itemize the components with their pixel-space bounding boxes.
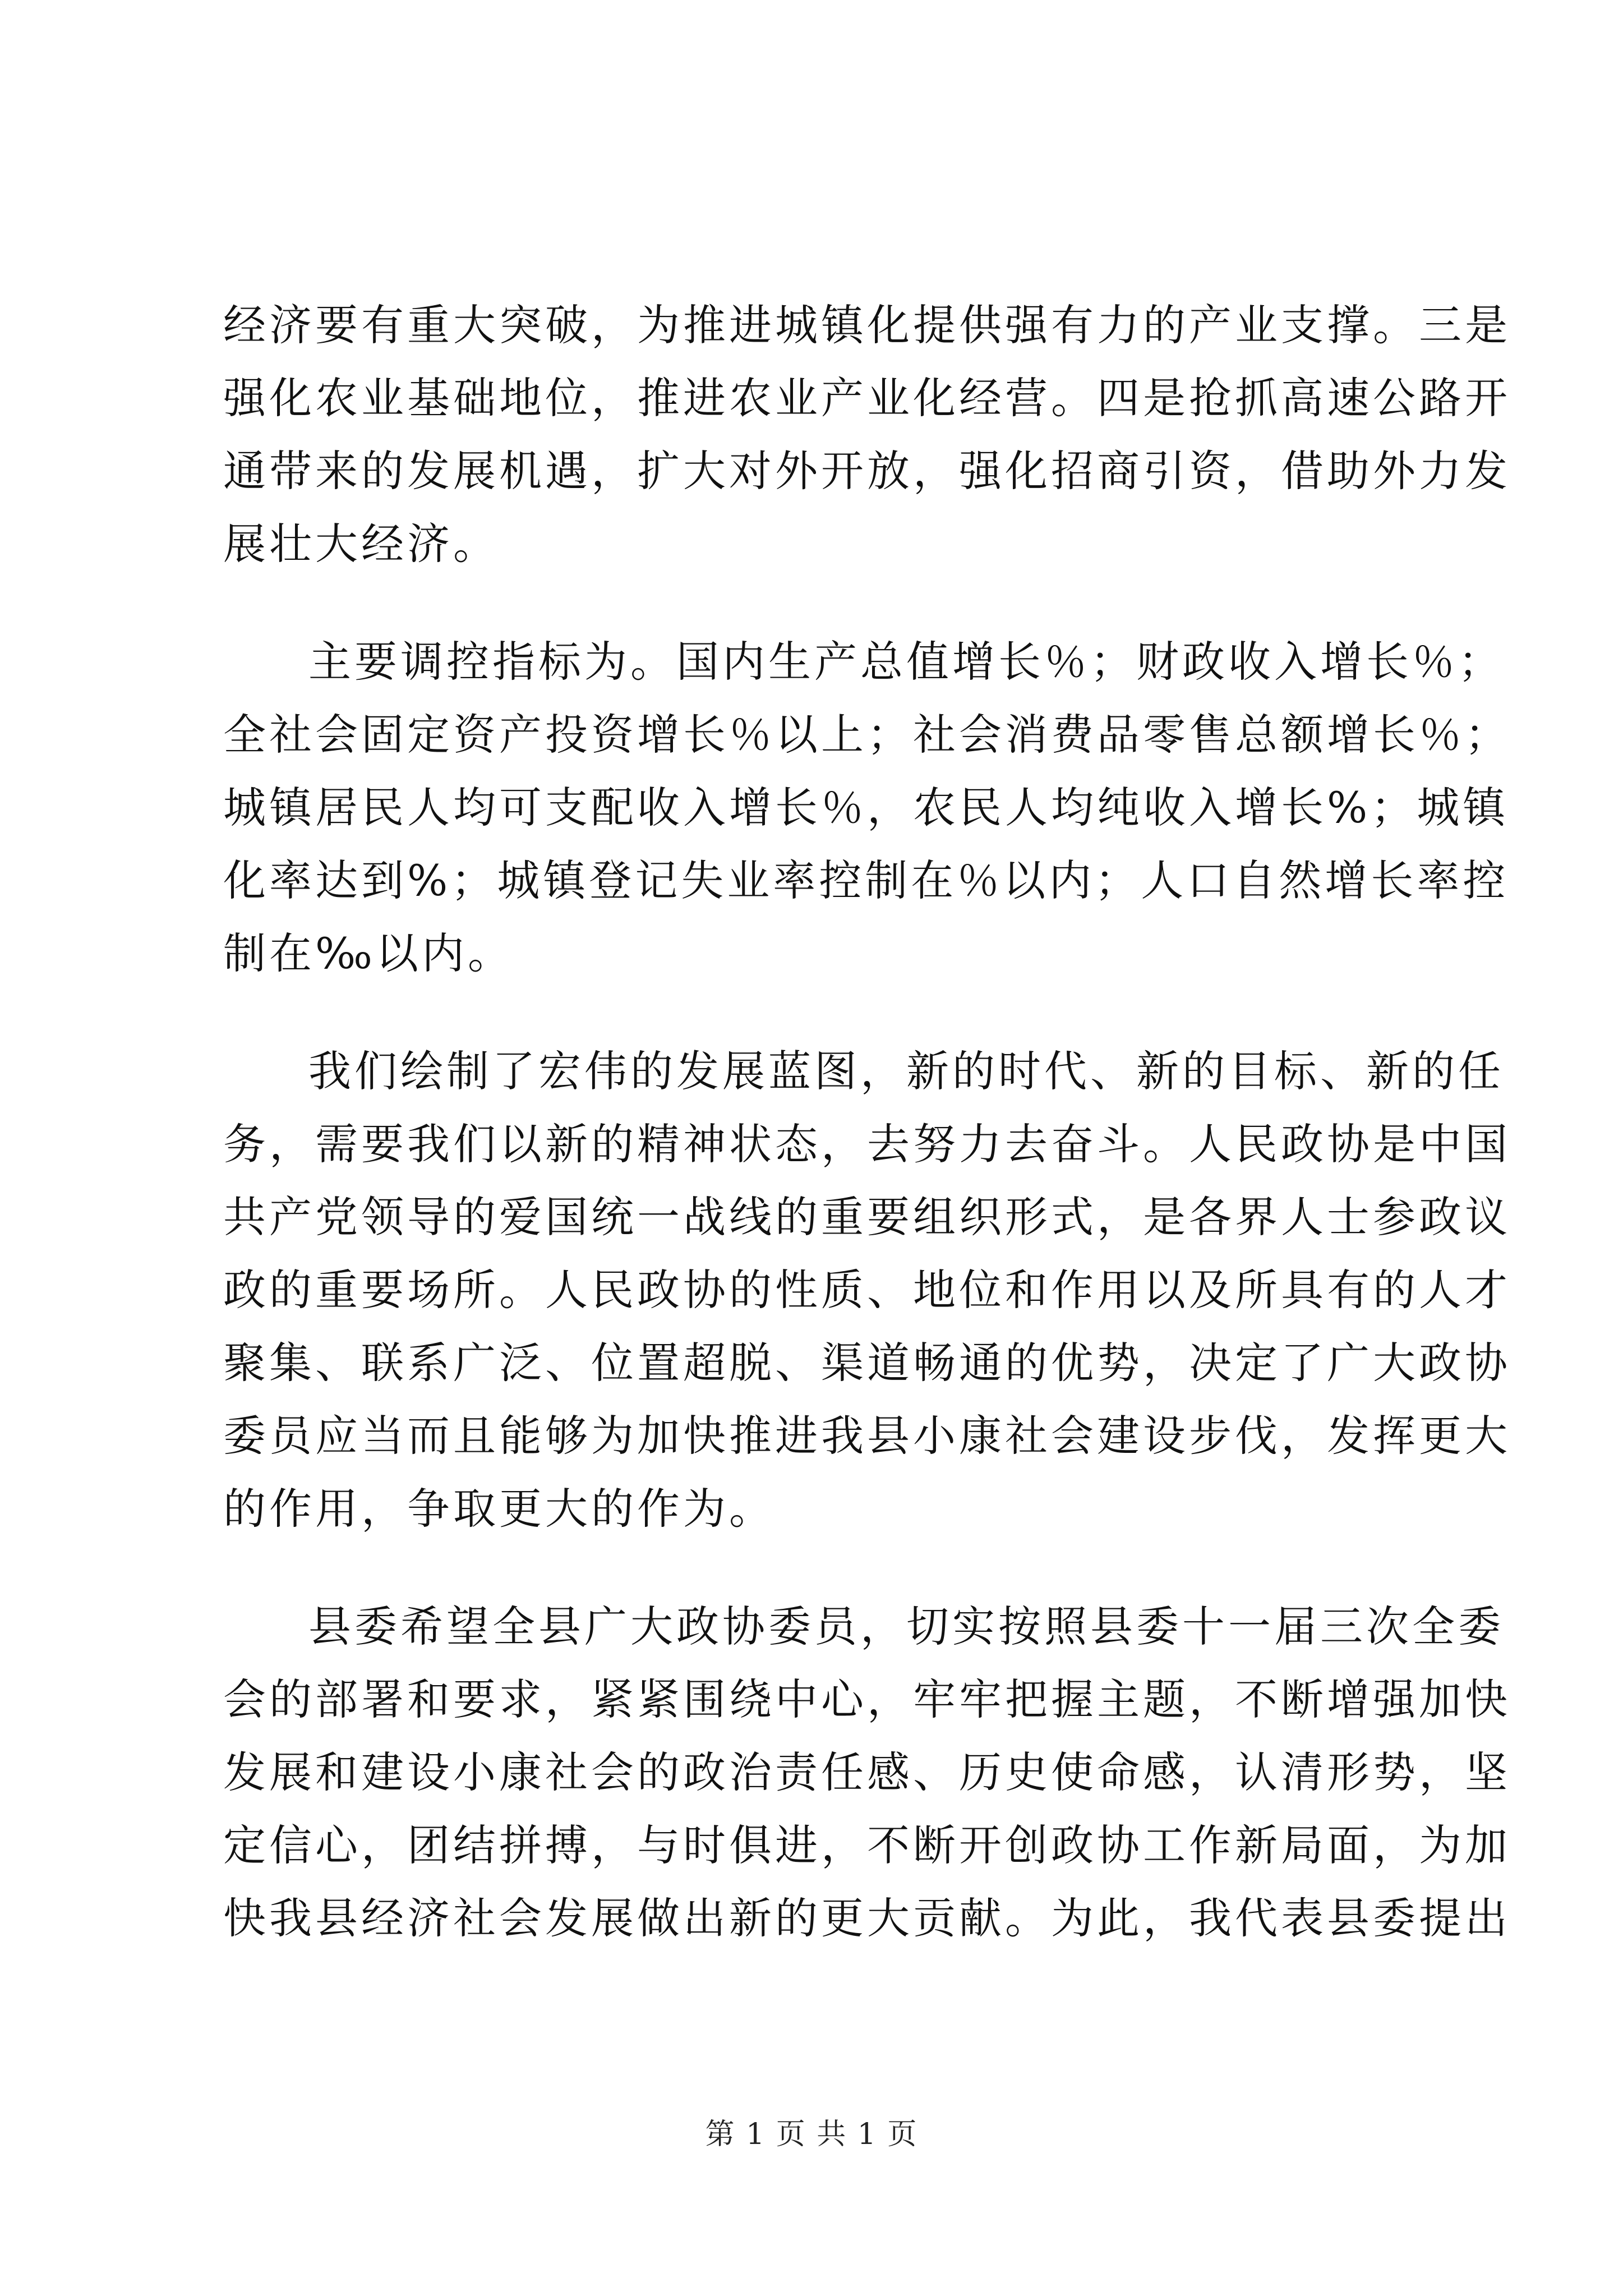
paragraph-line: 经济要有重大突破，为推进城镇化提供强有力的产业支撑。三是 <box>223 300 1511 350</box>
paragraph-line: 我们绘制了宏伟的发展蓝图，新的时代、新的目标、新的任 <box>308 1046 1504 1096</box>
paragraph-line: 快我县经济社会发展做出新的更大贡献。为此，我代表县委提出 <box>223 1893 1511 1943</box>
paragraph-line: 展壮大经济。 <box>223 519 499 569</box>
paragraph-line: 务，需要我们以新的精神状态，去努力去奋斗。人民政协是中国 <box>223 1119 1511 1169</box>
paragraph-line: 的作用，争取更大的作为。 <box>223 1484 775 1534</box>
paragraph-line: 会的部署和要求，紧紧围绕中心，牢牢把握主题，不断增强加快 <box>223 1674 1511 1724</box>
paragraph-line: 县委希望全县广大政协委员，切实按照县委十一届三次全委 <box>308 1602 1504 1651</box>
paragraph-line: 制在‰以内。 <box>223 928 514 978</box>
paragraph-line: 通带来的发展机遇，扩大对外开放，强化招商引资，借助外力发 <box>223 446 1511 496</box>
paragraph-line: 共产党领导的爱国统一战线的重要组织形式，是各界人士参政议 <box>223 1192 1511 1242</box>
paragraph-line: 定信心，团结拼搏，与时俱进，不断开创政协工作新局面，为加 <box>223 1820 1511 1870</box>
paragraph-line: 主要调控指标为。国内生产总值增长％；财政收入增长％； <box>308 637 1504 687</box>
paragraph-line: 委员应当而且能够为加快推进我县小康社会建设步伐，发挥更大 <box>223 1411 1511 1461</box>
paragraph-line: 聚集、联系广泛、位置超脱、渠道畅通的优势，决定了广大政协 <box>223 1338 1511 1388</box>
page-number-footer: 第 1 页 共 1 页 <box>705 2118 918 2151</box>
paragraph-line: 强化农业基础地位，推进农业产业化经营。四是抢抓高速公路开 <box>223 373 1511 423</box>
paragraph-line: 全社会固定资产投资增长％以上；社会消费品零售总额增长％； <box>223 710 1511 760</box>
paragraph-line: 化率达到%；城镇登记失业率控制在％以内；人口自然增长率控 <box>223 855 1509 905</box>
paragraph-line: 城镇居民人均可支配收入增长％，农民人均纯收入增长%；城镇 <box>223 783 1509 832</box>
paragraph-line: 政的重要场所。人民政协的性质、地位和作用以及所具有的人才 <box>223 1265 1511 1315</box>
paragraph-line: 发展和建设小康社会的政治责任感、历史使命感，认清形势，坚 <box>223 1747 1511 1797</box>
